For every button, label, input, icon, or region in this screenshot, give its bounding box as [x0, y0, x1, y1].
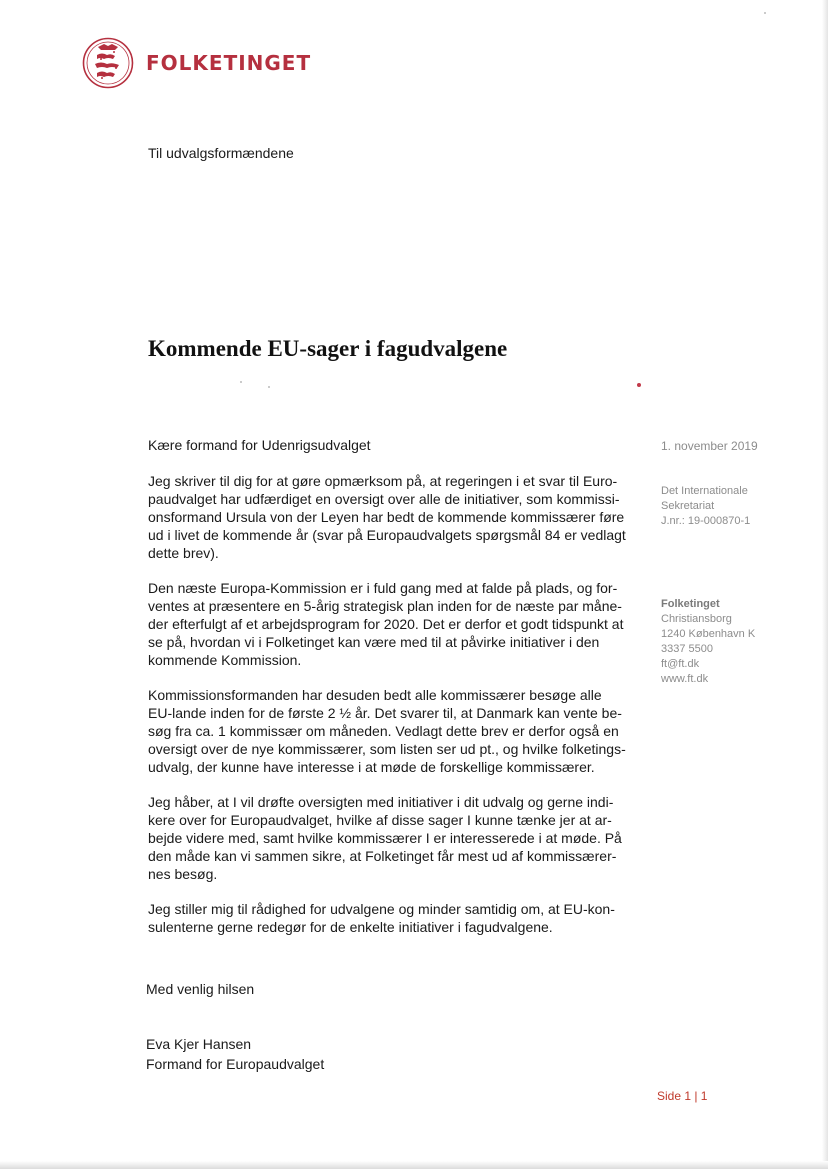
letter-title: Kommende EU-sager i fagudvalgene [148, 336, 508, 361]
letter-date: 1. november 2019 [661, 439, 758, 453]
body-paragraph: Den næste Europa-Kommission er i fuld gang med at falde på plads, og for- ventes at præsentere en 5-årig strategisk plan inden for de næste par måne- der efterfulgt af et arbejdsprogram for 2020. Det er derfor et godt tidspunkt at se på, hvordan vi i Folketinget kan være med til at påvirke initiativer i den kommende Kommission. [148, 580, 624, 668]
scan-speck [268, 386, 270, 388]
department-line: Sekretariat [661, 500, 715, 512]
body-paragraph: Jeg stiller mig til rådighed for udvalgene og minder samtidig om, at EU-kon- sulenterne gerne redegør for de enkelte initiativer i fagudvalgene. [148, 901, 615, 935]
three-lions-seal-icon [82, 37, 134, 89]
page-edge-right [822, 0, 828, 1169]
journal-number: J.nr.: 19-000870-1 [661, 515, 751, 527]
phone-number: 3337 5500 [661, 643, 713, 655]
body-paragraph: Kommissionsformanden har desuden bedt alle kommissærer besøge alle EU-lande inden for de første 2 ½ år. Det svarer til, at Danmark kan vente be- søg fra ca. 1 kommissær om måneden. Vedlagt dette brev er derfor også en oversigt over de nye kommissærer, som listen ser ud pt., og hvilke folketings- udvalg, der kunne have interesse i at møde de forskellige kommissærer. [148, 687, 626, 775]
department-block [661, 484, 750, 529]
page-edge-bottom [0, 1161, 828, 1169]
scan-speck [764, 12, 766, 14]
signature-name: Eva Kjer Hansen [146, 1036, 252, 1052]
page-number: Side 1 | 1 [657, 1089, 708, 1103]
closing-line: Med venlig hilsen [146, 981, 255, 997]
address-line: Christiansborg [661, 613, 732, 625]
address-block [661, 597, 755, 687]
recipient-line: Til udvalgsformændene [148, 145, 294, 161]
website: www.ft.dk [661, 673, 709, 685]
org-name: Folketinget [661, 598, 720, 610]
body-paragraph: Jeg håber, at I vil drøfte oversigten med initiativer i dit udvalg og gerne indi- kere over for Europaudvalget, hvilke af disse sager I kunne tænke jer at ar- bejde videre med, samt hvilke kommissærer I er interesserede i at møde. På den måde kan vi sammen sikre, at Folketinget får mest ud af kommissærer- nes besøg. [148, 794, 622, 882]
scan-mark [637, 383, 641, 387]
signature-role: Formand for Europaudvalget [146, 1056, 325, 1072]
scan-speck [240, 381, 242, 383]
salutation: Kære formand for Udenrigsudvalget [148, 437, 371, 453]
address-line: 1240 København K [661, 628, 756, 640]
logo-text: FOLKETINGET [146, 51, 312, 75]
department-line: Det Internationale [661, 485, 748, 497]
folketinget-logo [82, 36, 311, 90]
email-address: ft@ft.dk [661, 658, 700, 670]
letter-body [148, 472, 628, 953]
body-paragraph: Jeg skriver til dig for at gøre opmærksom på, at regeringen i et svar til Euro- paudvalget har udfærdiget en oversigt over alle de initiativer, som kommissi- onsformand Ursula von der Leyen har bedt de kommende kommissærer føre ud i livet de kommende år (svar på Europaudvalgets spørgsmål 84 er vedlagt dette brev). [148, 473, 626, 561]
